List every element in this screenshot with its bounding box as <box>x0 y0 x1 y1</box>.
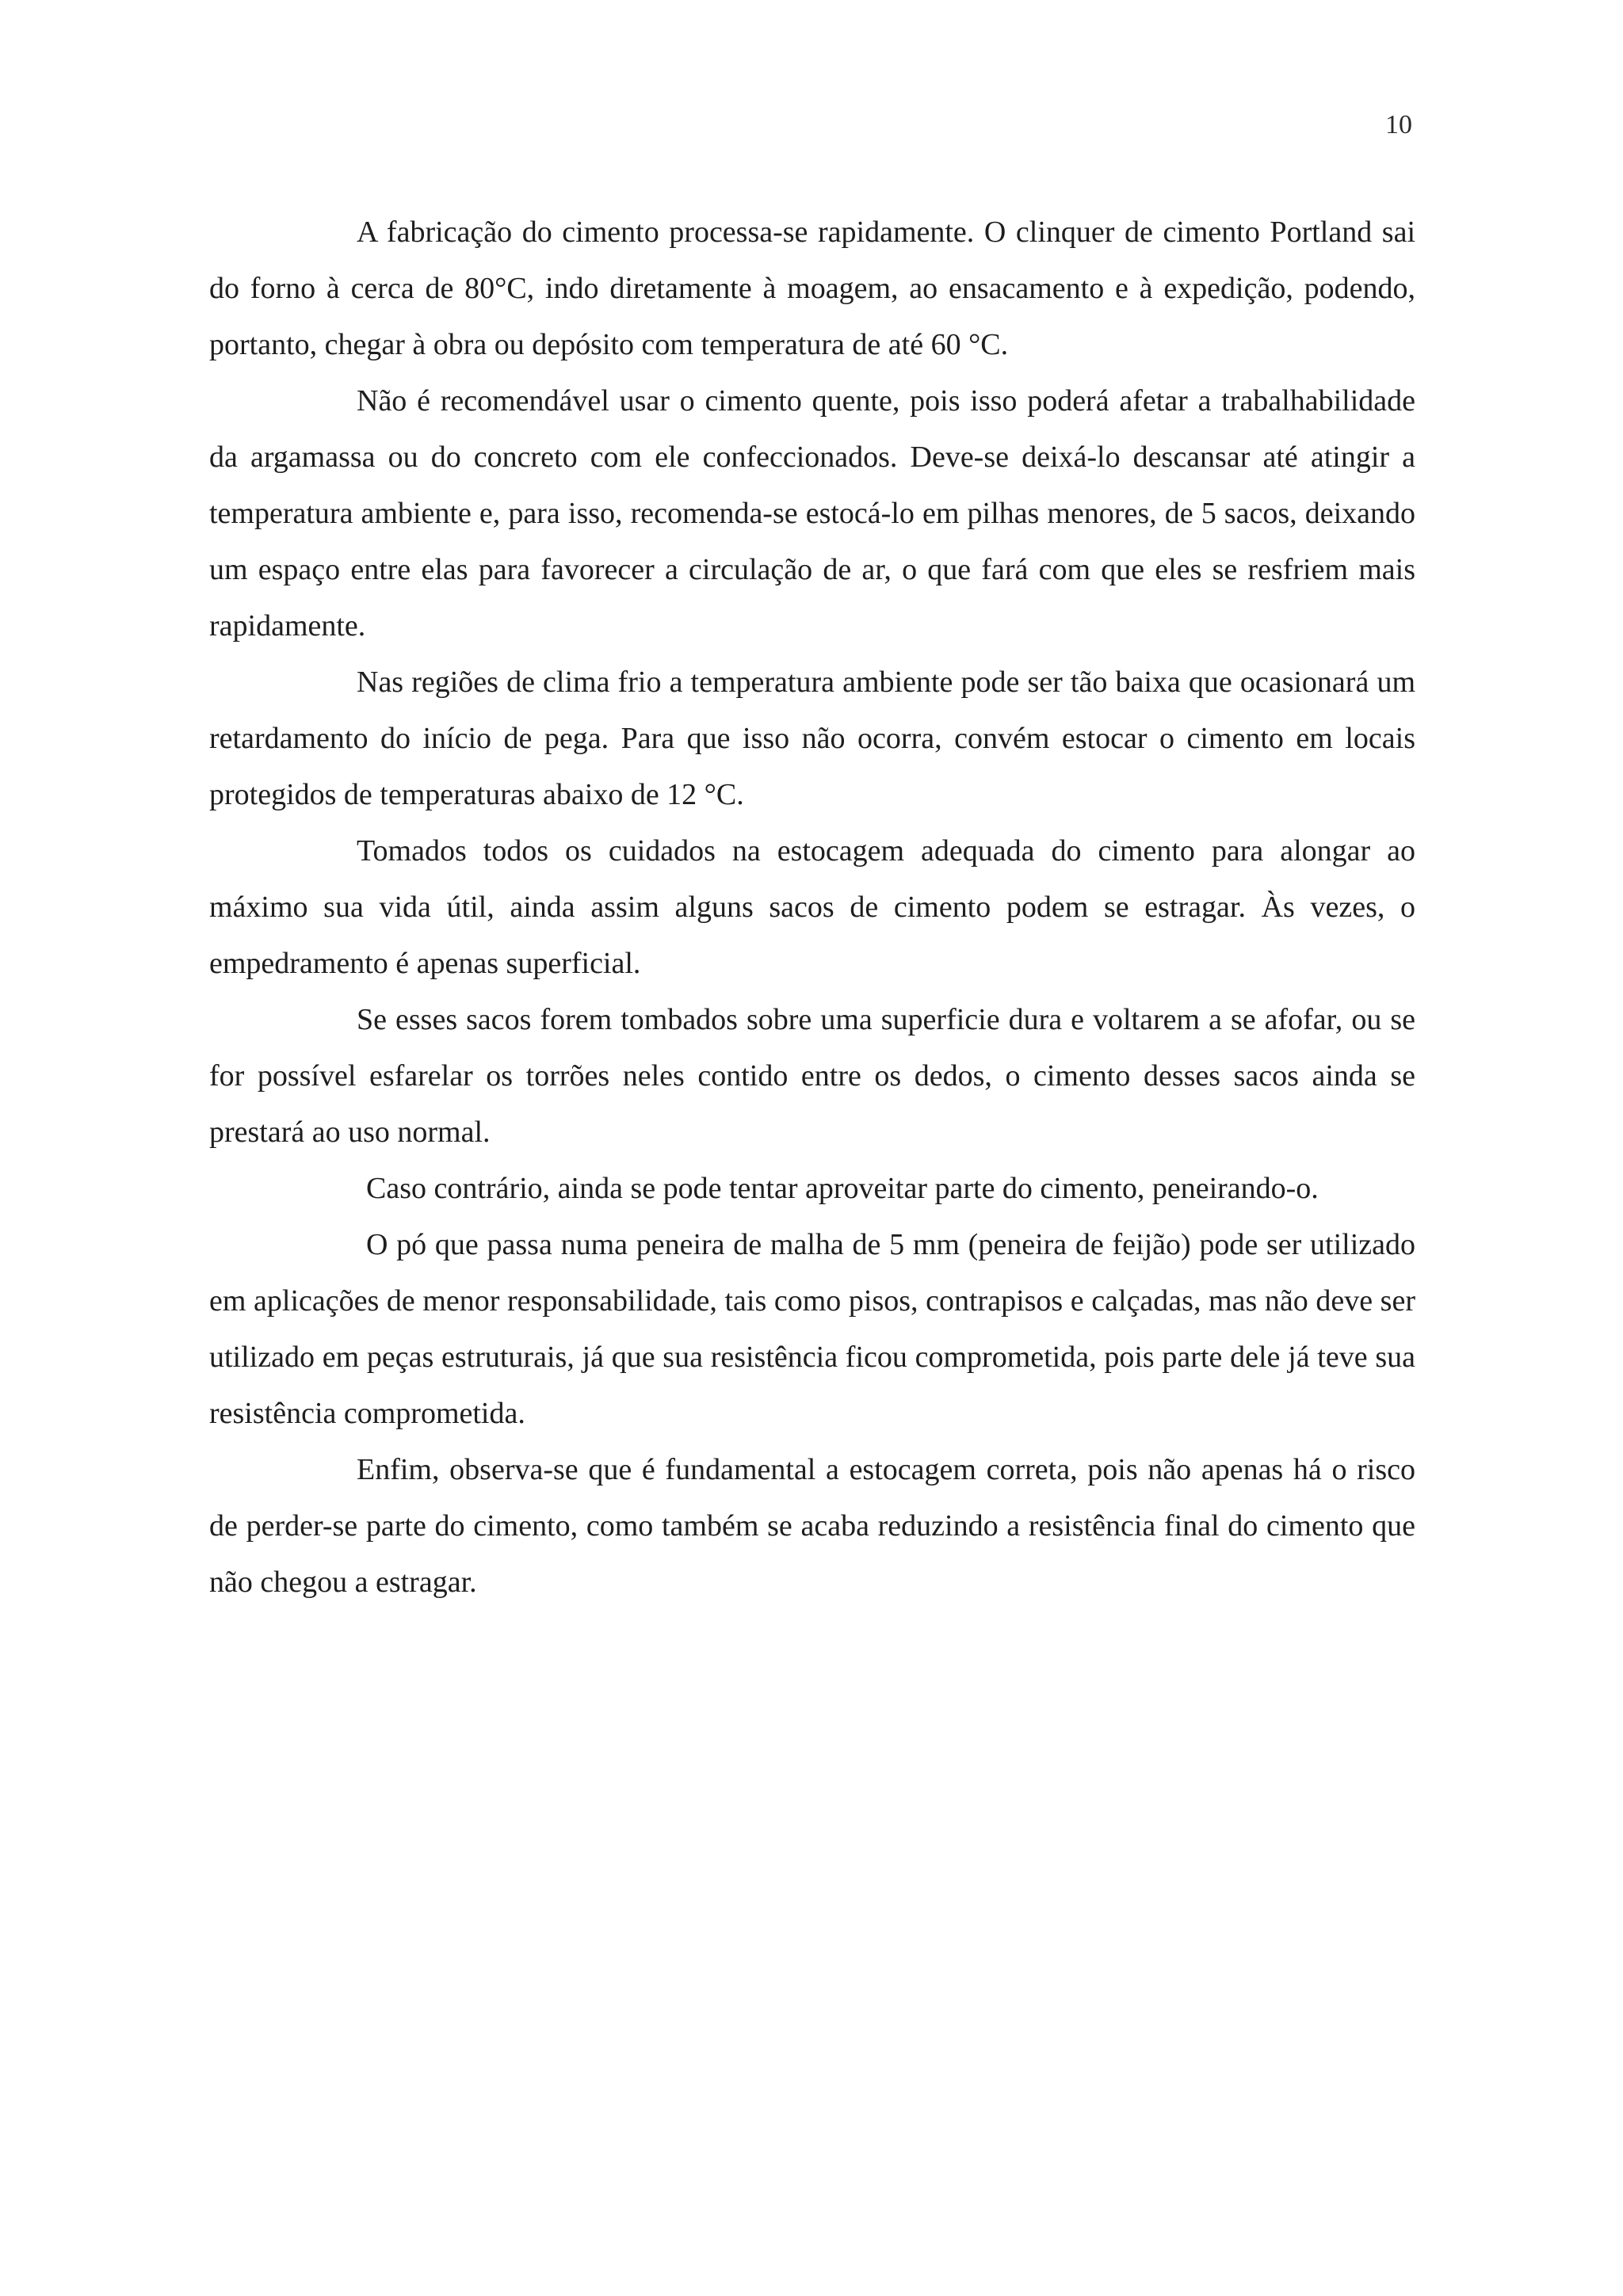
paragraph-sieve-usage: O pó que passa numa peneira de malha de 5 mm (peneira de feijão) pode ser utilizado em aplicações de menor responsabilidade, tais como pisos, contrapisos e calçadas, mas não deve ser utilizado em peças estruturais, já que sua resistência ficou comprometida, pois parte dele já teve sua resistência comprometida. <box>209 1228 1415 1430</box>
paragraph-conclusion: Enfim, observa-se que é fundamental a estocagem correta, pois não apenas há o risco de perder-se parte do cimento, como também se acaba reduzindo a resistência final do cimento que não chegou a estragar. <box>209 1453 1415 1599</box>
paragraph-cement-manufacturing: A fabricação do cimento processa-se rapidamente. O clinquer de cimento Portland sai do forno à cerca de 80°C, indo diretamente à moagem, ao ensacamento e à expedição, podendo, portanto, chegar à obra ou depósito com temperatura de até 60 °C. <box>209 215 1415 361</box>
page-number: 10 <box>1385 110 1412 139</box>
body-text <box>209 204 1415 1611</box>
paragraph-hot-cement: Não é recomendável usar o cimento quente, pois isso poderá afetar a trabalhabilidade da argamassa ou do concreto com ele confeccionados. Deve-se deixá-lo descansar até atingir a temperatura ambiente e, para isso, recomenda-se estocá-lo em pilhas menores, de 5 sacos, deixando um espaço entre elas para favorecer a circulação de ar, o que fará com que eles se resfriem mais rapidamente. <box>209 384 1415 643</box>
paragraph-sieving: Caso contrário, ainda se pode tentar aproveitar parte do cimento, peneirando-o. <box>366 1172 1319 1205</box>
paragraph-bags-reuse: Se esses sacos forem tombados sobre uma superficie dura e voltarem a se afofar, ou se for possível esfarelar os torrões neles contido entre os dedos, o cimento desses sacos ainda se prestará ao uso normal. <box>209 1003 1415 1149</box>
paragraph-storage-care: Tomados todos os cuidados na estocagem adequada do cimento para alongar ao máximo sua vida útil, ainda assim alguns sacos de cimento podem se estragar. Às vezes, o empedramento é apenas superficial. <box>209 834 1415 980</box>
paragraph-cold-climate: Nas regiões de clima frio a temperatura ambiente pode ser tão baixa que ocasionará um retardamento do início de pega. Para que isso não ocorra, convém estocar o cimento em locais protegidos de temperaturas abaixo de 12 °C. <box>209 666 1415 811</box>
